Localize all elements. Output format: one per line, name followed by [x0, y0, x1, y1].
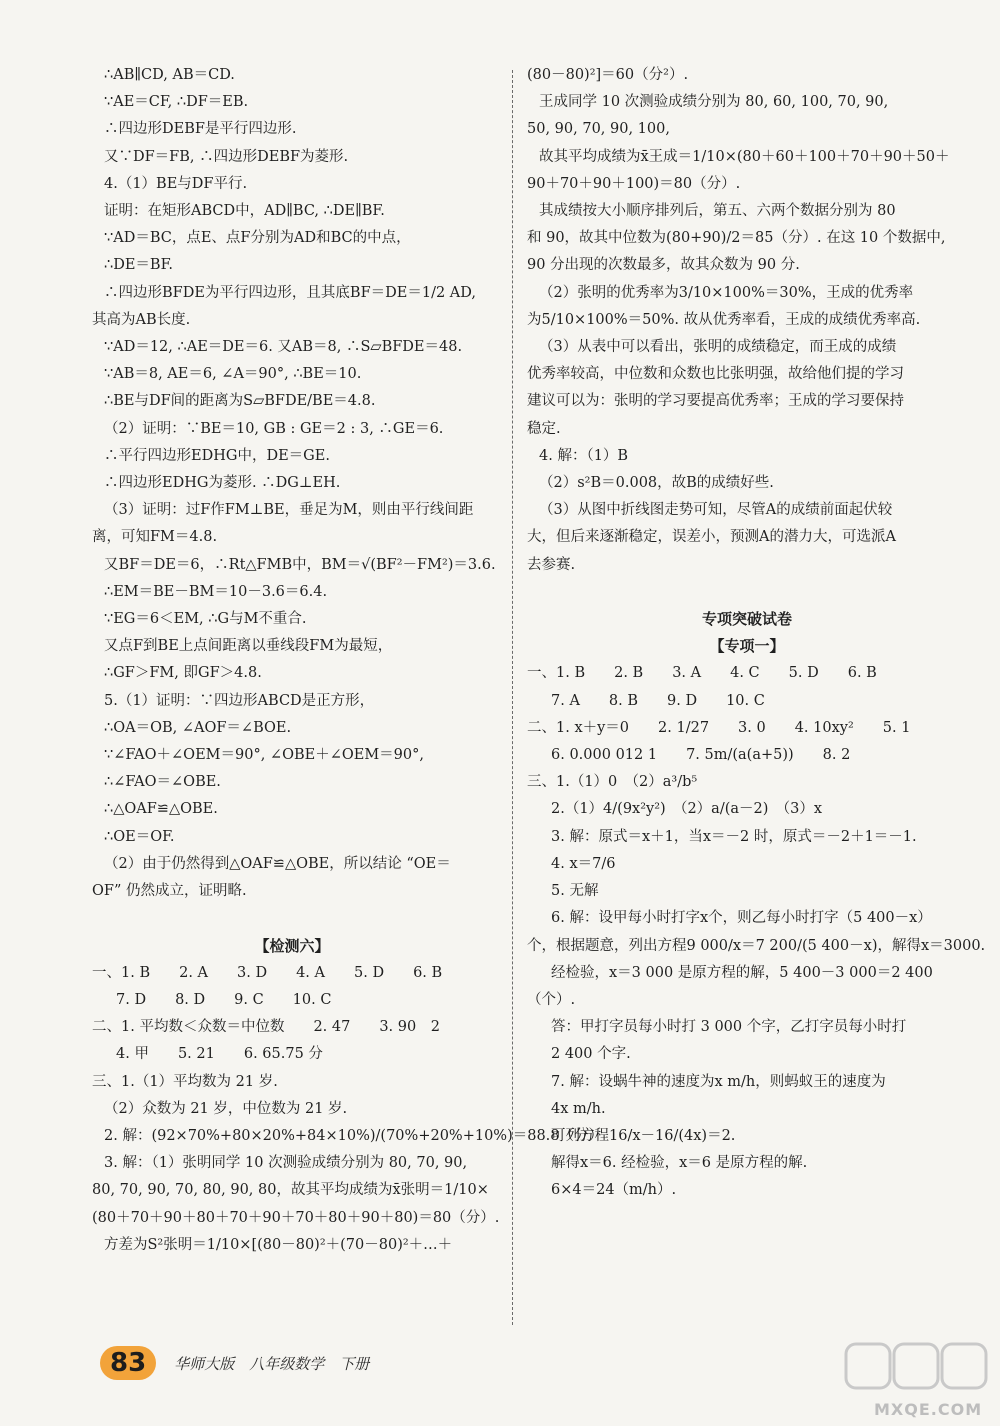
watermark-text: MXQE.COM [874, 1400, 983, 1419]
right-line: 90 分出现的次数最多，故其众数为 90 分. [527, 257, 800, 274]
left-line: 一、1. B 2. A 3. D 4. A 5. D 6. B [92, 964, 443, 981]
left-line: 4.（1）BE与DF平行. [104, 175, 248, 192]
left-line: ∵AD＝BC，点E、点F分别为AD和BC的中点， [104, 230, 411, 247]
left-line: 二、1. 平均数＜众数＝中位数 2. 47 3. 90 2 [92, 1019, 440, 1036]
section-heading: 【检测六】 [254, 936, 330, 955]
left-line: ∴△OAF≌△OBE. [104, 801, 218, 818]
right-line: （3）从图中折线图走势可知，尽管A的成绩前面起伏较 [539, 502, 893, 519]
left-line: 7. D 8. D 9. C 10. C [116, 991, 332, 1008]
column-divider [512, 70, 513, 1325]
left-line: 方差为S²张明＝1/10×[(80－80)²＋(70－80)²＋…＋ [104, 1236, 453, 1253]
right-line: 6. 0.000 012 1 7. 5m/(a(a+5)) 8. 2 [551, 747, 851, 764]
left-line: 离，可知FM＝4.8. [92, 529, 218, 546]
right-line: 3. 解：原式＝x＋1，当x＝－2 时，原式＝－2＋1＝－1. [551, 828, 917, 845]
right-line: 去参赛. [527, 556, 576, 573]
section-heading: 【专项一】 [709, 637, 785, 656]
left-line: ∴四边形DEBF是平行四边形. [104, 121, 297, 138]
right-line: 其成绩按大小顺序排列后，第五、六两个数据分别为 80 [539, 203, 896, 220]
right-line: 解得x＝6. 经检验，x＝6 是原方程的解. [551, 1155, 808, 1172]
right-line: (80－80)²]＝60（分²）. [527, 67, 689, 83]
right-line: 和 90，故其中位数为(80+90)/2＝85（分）. 在这 10 个数据中, [527, 230, 946, 247]
left-line: 又BF＝DE＝6，∴Rt△FMB中，BM＝√(BF²－FM²)＝3.6. [104, 556, 496, 573]
left-line: ∴OA＝OB, ∠AOF＝∠BOE. [104, 719, 292, 736]
right-line: 2.（1）4/(9x²y²) （2）a/(a－2) （3）x [551, 801, 823, 818]
book-title: 华师大版 八年级数学 下册 [174, 1354, 370, 1373]
left-line: （3）证明：过F作FM⊥BE，垂足为M，则由平行线间距 [104, 502, 474, 519]
left-line: 又∵DF＝FB, ∴四边形DEBF为菱形. [104, 148, 349, 165]
right-line: 优秀率较高，中位数和众数也比张明强，故给他们提的学习 [527, 366, 904, 383]
right-line: 4. 解：（1）B [539, 447, 629, 464]
right-line: 王成同学 10 次测验成绩分别为 80, 60, 100, 70, 90, [539, 94, 889, 111]
right-line: 7. A 8. B 9. D 10. C [551, 692, 765, 709]
left-line: ∵AB＝8, AE＝6, ∠A＝90°, ∴BE＝10. [104, 366, 362, 383]
right-line: 稳定. [527, 420, 561, 437]
left-line: 证明：在矩形ABCD中，AD∥BC, ∴DE∥BF. [104, 203, 385, 220]
right-line: 7. 解：设蜗牛神的速度为x m/h，则蚂蚁王的速度为 [551, 1073, 886, 1090]
left-line: ∵EG＝6＜EM, ∴G与M不重合. [104, 611, 307, 628]
left-line: ∴OE＝OF. [104, 828, 175, 845]
right-line: 4. x＝7/6 [551, 855, 616, 872]
right-line: （2）张明的优秀率为3/10×100%＝30%，王成的优秀率 [539, 284, 914, 301]
page-number: 83 [100, 1346, 156, 1380]
left-line: 三、1.（1）平均数为 21 岁. [92, 1073, 278, 1090]
left-line: 其高为AB长度. [92, 311, 191, 328]
left-line: (80＋70＋90＋80＋70＋90＋70＋80＋90＋80)＝80（分）. [92, 1209, 500, 1226]
left-line: ∴四边形BFDE为平行四边形，且其底BF＝DE＝1/2 AD, [104, 284, 476, 301]
left-line: 80, 70, 90, 70, 80, 90, 80，故其平均成绩为x̄张明＝1/10× [92, 1182, 489, 1199]
right-line: 2 400 个字. [551, 1046, 631, 1063]
left-line: ∵AE＝CF, ∴DF＝EB. [104, 94, 249, 111]
left-line: （2）众数为 21 岁，中位数为 21 岁. [104, 1100, 348, 1117]
right-line: 可列方程16/x－16/(4x)＝2. [551, 1127, 736, 1144]
right-line: 一、1. B 2. B 3. A 4. C 5. D 6. B [527, 665, 877, 682]
left-line: ∵∠FAO＋∠OEM＝90°, ∠OBE＋∠OEM＝90°, [104, 747, 424, 764]
right-line: 经检验，x＝3 000 是原方程的解，5 400－3 000＝2 400 [551, 964, 933, 981]
left-line [92, 905, 492, 932]
left-line: ∴四边形EDHG为菱形. ∴DG⊥EH. [104, 475, 341, 492]
right-line: 6. 解：设甲每小时打字x个，则乙每小时打字（5 400－x） [551, 910, 932, 927]
left-line: 3. 解：（1）张明同学 10 次测验成绩分别为 80, 70, 90, [104, 1155, 468, 1172]
right-line: 故其平均成绩为x̄王成＝1/10×(80＋60＋100＋70＋90＋50＋ [539, 148, 950, 165]
right-line: 50, 90, 70, 90, 100, [527, 121, 670, 138]
right-line: （3）从表中可以看出，张明的成绩稳定，而王成的成绩 [539, 339, 897, 356]
right-line: 90＋70＋90＋100)＝80（分）. [527, 175, 741, 192]
right-line: （2）s²B＝0.008，故B的成绩好些. [539, 475, 774, 492]
right-line: 答：甲打字员每小时打 3 000 个字，乙打字员每小时打 [551, 1019, 907, 1036]
left-line: ∴EM＝BE－BM＝10－3.6＝6.4. [104, 583, 328, 600]
left-line: ∴AB∥CD, AB＝CD. [104, 67, 235, 83]
right-line: 建议可以为：张明的学习要提高优秀率；王成的学习要保持 [527, 393, 904, 410]
right-line: （个）. [527, 991, 576, 1008]
left-line: ∵AD＝12, ∴AE＝DE＝6. 又AB＝8, ∴S▱BFDE＝48. [104, 339, 463, 356]
right-line: 6×4＝24（m/h）. [551, 1182, 677, 1199]
right-line: 4x m/h. [551, 1100, 606, 1117]
left-line: 2. 解：(92×70%+80×20%+84×10%)/(70%+20%+10%)＝88.8（分） [104, 1127, 604, 1144]
right-line: 个，根据题意，列出方程9 000/x＝7 200/(5 400－x)，解得x＝3000. [527, 937, 986, 954]
right-column [527, 62, 986, 1205]
left-line: （2）由于仍然得到△OAF≌△OBE，所以结论 “OE＝ [104, 855, 451, 872]
right-line: 二、1. x＋y＝0 2. 1/27 3. 0 4. 10xy² 5. 1 [527, 719, 911, 736]
left-line: 5.（1）证明：∵四边形ABCD是正方形， [104, 692, 375, 709]
left-line: 4. 甲 5. 21 6. 65.75 分 [116, 1046, 323, 1063]
left-line: ∴∠FAO＝∠OBE. [104, 774, 221, 791]
left-line: ∴GF＞FM, 即GF＞4.8. [104, 665, 262, 682]
left-line: ∴平行四边形EDHG中，DE＝GE. [104, 447, 330, 464]
section-heading: 专项突破试卷 [701, 610, 792, 629]
right-line: 大，但后来逐渐稳定，误差小，预测A的潜力大，可选派A [527, 529, 896, 546]
right-line: 为5/10×100%＝50%. 故从优秀率看，王成的成绩优秀率高. [527, 311, 921, 328]
right-line [527, 579, 967, 606]
left-line: 又点F到BE上点间距离以垂线段FM为最短， [104, 638, 393, 655]
right-line: 5. 无解 [551, 883, 599, 900]
left-line: ∴BE与DF间的距离为S▱BFDE/BE＝4.8. [104, 393, 376, 410]
right-line: 三、1.（1）0 （2）a³/b⁵ [527, 774, 698, 791]
page-footer [100, 1343, 460, 1383]
left-line: （2）证明：∵BE＝10, GB : GE＝2 : 3, ∴GE＝6. [104, 420, 444, 437]
left-line: OF” 仍然成立，证明略. [92, 883, 247, 900]
left-line: ∴DE＝BF. [104, 257, 174, 274]
